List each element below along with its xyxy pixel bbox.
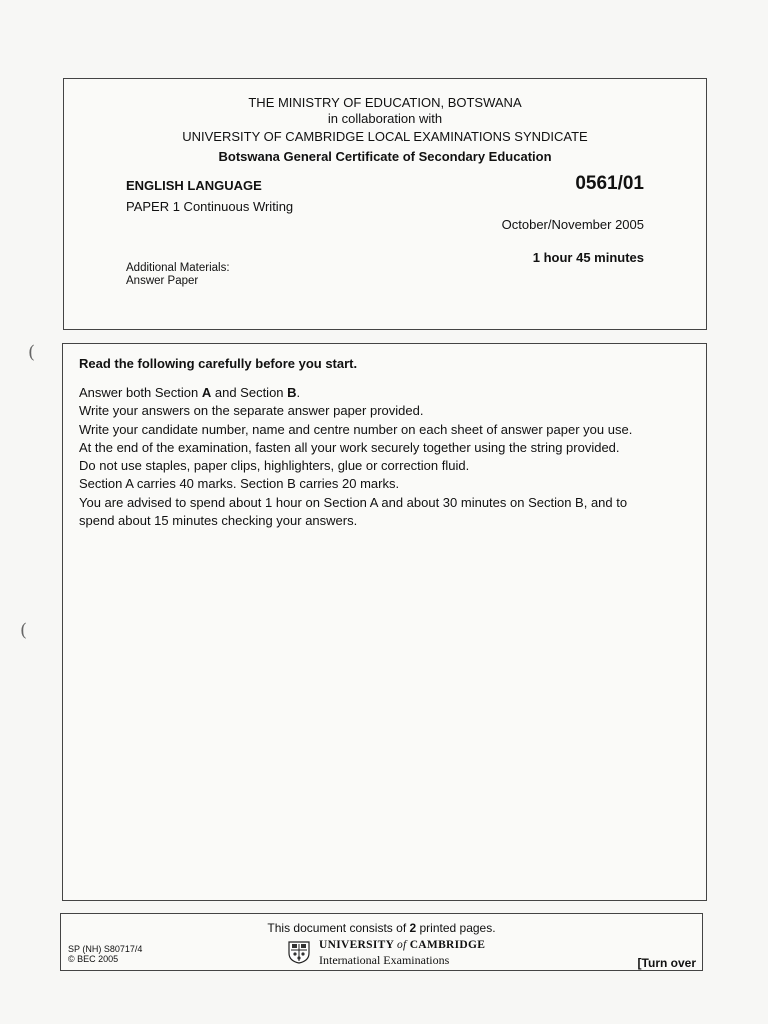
margin-mark-bottom: (: [20, 620, 28, 641]
exam-duration: 1 hour 45 minutes: [532, 250, 644, 265]
instructions-heading: Read the following carefully before you start.: [79, 356, 358, 371]
university-name: UNIVERSITY of CAMBRIDGE: [319, 939, 486, 951]
margin-mark-top: (: [28, 342, 36, 363]
footer-box: [60, 913, 703, 971]
instruction-line: Section A carries 40 marks. Section B carries 20 marks.: [79, 476, 400, 492]
materials-label: Additional Materials:: [126, 262, 230, 274]
certificate-title: Botswana General Certificate of Secondary Education: [218, 149, 552, 164]
paper-code: 0561/01: [575, 173, 644, 194]
exam-session: October/November 2005: [501, 217, 644, 232]
instruction-line: spend about 15 minutes checking your answers.: [79, 513, 358, 529]
instruction-line: At the end of the examination, fasten all your work securely together using the string provided.: [79, 439, 620, 455]
page-count-note: This document consists of 2 printed pages.: [267, 921, 496, 935]
instruction-line: Write your answers on the separate answer paper provided.: [79, 403, 424, 419]
cambridge-crest-icon: [288, 941, 310, 964]
subject-title: ENGLISH LANGUAGE: [126, 178, 262, 193]
instructions-box: [62, 343, 707, 901]
document-reference: SP (NH) S80717/4: [68, 944, 143, 954]
ministry-title: THE MINISTRY OF EDUCATION, BOTSWANA: [248, 95, 522, 110]
instruction-line: Do not use staples, paper clips, highlighters, glue or correction fluid.: [79, 458, 470, 474]
instruction-line: Write your candidate number, name and centre number on each sheet of answer paper you use.: [79, 421, 633, 437]
paper-title: PAPER 1 Continuous Writing: [126, 199, 294, 214]
syndicate-title: UNIVERSITY OF CAMBRIDGE LOCAL EXAMINATIONS SYNDICATE: [182, 129, 588, 144]
international-exams: International Examinations: [319, 953, 450, 967]
instruction-line: You are advised to spend about 1 hour on Section A and about 30 minutes on Section B, and to: [79, 494, 628, 510]
collaboration-line: in collaboration with: [327, 111, 443, 126]
materials-item: Answer Paper: [126, 275, 199, 287]
instructions-list: [79, 384, 632, 530]
copyright-note: © BEC 2005: [68, 954, 119, 964]
instruction-line: Answer both Section A and Section B.: [79, 385, 301, 400]
turn-over-note: [Turn over: [637, 956, 696, 970]
header-box: [63, 78, 707, 330]
